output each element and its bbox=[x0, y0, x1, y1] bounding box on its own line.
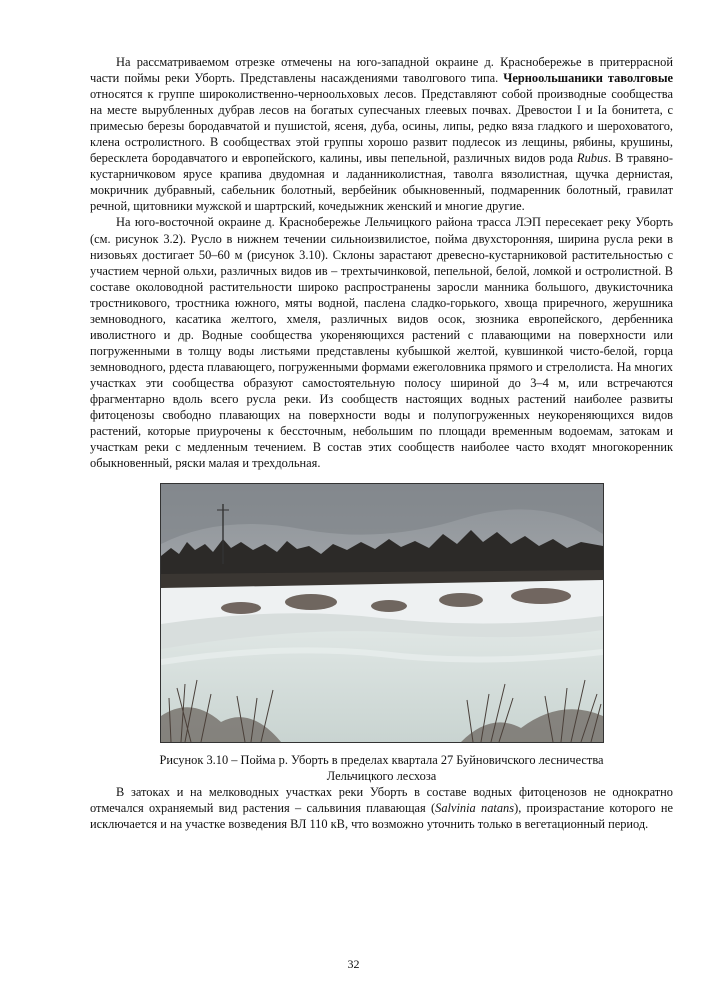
paragraph-1-text-c: . В травяно-кустарничковом ярусе крапива двудомная и ладанниколистная, таволга вязолистная, щучка дернистая, мокричник дубравный, сабельник болотный, вербейник обыкновенный, подмаренник болотный, гравилат речной, щитовники мужской и шартрский, кочедыжник женский и многие другие. bbox=[90, 151, 673, 214]
paragraph-3-text-b: ), произрастание которого не исключается и на участке возведения ВЛ 110 кВ, что возможно уточнить только в вегетационный период. bbox=[90, 801, 673, 832]
paragraph-3-italic-species: Salvinia natans bbox=[435, 801, 515, 816]
paragraph-1-bold-term: Черноольшаники таволговые bbox=[503, 71, 674, 86]
figure-3-10 bbox=[90, 483, 673, 743]
paragraph-1 bbox=[90, 54, 673, 214]
paragraph-1-text-a: На рассматриваемом отрезке отмечены на юго-западной окраине д. Краснобережье в притеррасной части поймы реки Уборть. Представлены насаждениями таволгового типа. bbox=[90, 55, 673, 86]
figure-caption-line-2: Лельчицкого лесхоза bbox=[326, 769, 437, 784]
figure-caption bbox=[90, 752, 673, 784]
figure-caption-line-1: Рисунок 3.10 – Пойма р. Уборть в пределах квартала 27 Буйновичского лесничества bbox=[159, 753, 604, 768]
paragraph-1-italic-genus: Rubus bbox=[577, 151, 609, 166]
paragraph-3 bbox=[90, 784, 673, 832]
page-number: 32 bbox=[347, 957, 360, 971]
paragraph-3-text-a: В затоках и на мелководных участках реки Уборть в составе водных фитоценозов не однократно отмечался охраняемый вид растения – сальвиния плавающая ( bbox=[90, 785, 673, 816]
document-page bbox=[90, 54, 673, 832]
river-floodplain-photo bbox=[160, 483, 604, 743]
paragraph-1-text-b: относятся к группе широколиственно-черноольховых лесов. Представляют собой производные сообщества на месте вырубленных дубрав лесов на богатых супесчаных глеевых почвах. Древостои I и Iа бонитета, с примесью березы бородавчатой и пушистой, ясеня, дуба, осины, липы, редко вяза гладкого и шероховатого, клена остролистного. В сообществах этой группы хорошо развит подлесок из лещины, рябины, крушины, бересклета бородавчатого и европейского, калины, ивы пепельной, различных видов рода bbox=[90, 87, 673, 166]
paragraph-2: На юго-восточной окраине д. Краснобережье Лельчицкого района трасса ЛЭП пересекает реку Уборть (см. рисунок 3.2). Русло в нижнем течении сильноизвилистое, пойма двухсторонняя, ширина русла реки в низовьях достигает 50–60 м (рисунок 3.10). Склоны зарастают древесно-кустарниковой растительностью с участием черной ольхи, различных видов ив – трехтычинковой, пепельной, белой, ломкой и остролистной. В составе околоводной растительности широко распространены заросли манника большого, двукисточника тростникового, тростника южного, мяты водной, паслена сладко-горького, хвоща приречного, жерушника земноводного, касатика желтого, хмеля, различных видов осок, зюзника европейского, дербенника иволистного и др. Водные сообщества укореняющихся растений с плавающими на поверхности или погруженными в толщу воды листьями представлены кубышкой желтой, кувшинкой чисто-белой, горца земноводного, рдеста плавающего, погруженными формами ежеголовника прямого и стрелолиста. На многих участках эти сообщества образуют самостоятельную полосу шириной до 3–4 м, или встречаются фрагментарно вдоль всего русла реки. Из сообществ настоящих водных растений наиболее развиты фитоценозы свободно плавающих на поверхности воды и полупогруженных неукореняющихся видов растений, которые приурочены к бессточным, небольшим по площади временным водоемам, затокам и участкам реки с медленным течением. В состав этих сообществ наиболее часто входят многокоренник обыкновенный, ряски малая и трехдольная. bbox=[90, 215, 673, 471]
